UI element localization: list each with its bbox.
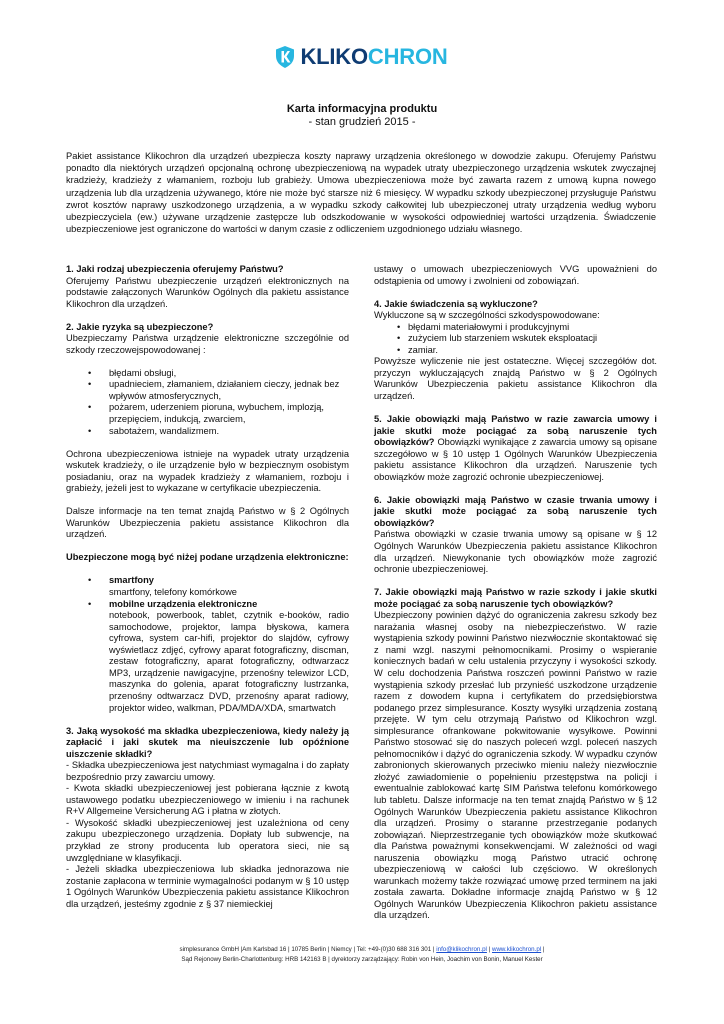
device-list: [66, 575, 349, 714]
section-5-text: Obowiązki wynikające z zawarcia umowy są opisane szczegółowo w § 10 ustęp 1 Ogólnych Warunków Ubezpieczenia pakietu assistance Klikochron dla urządzeń. Naruszenie tych obowiązków może zagrozić ochronie ubezpieczeniowej.: [374, 437, 657, 482]
footer-line-2: Sąd Rejonowy Berlin-Charlottenburg: HRB 142163 B | dyrektorzy zarządzający: Robin von Hein, Joachim von Bonin, Manuel Kester: [181, 956, 543, 963]
device-name: mobilne urządzenia elektroniczne: [109, 598, 258, 609]
shield-icon: [276, 46, 294, 68]
section-4-text: Wykluczone są w szczególności szkodyspowodowane:: [374, 310, 600, 321]
section-2-heading: 2. Jakie ryzyka są ubezpieczone?: [66, 321, 214, 332]
exclusion-list: [374, 322, 657, 357]
document-subtitle: - stan grudzień 2015 -: [308, 116, 416, 128]
page-footer: [0, 945, 724, 965]
section-5-heading: 5. Jakie obowiązki mają Państwo w razie zawarcia umowy i jakie skutki może pociągać za sobą naruszenie tych obowiązków?: [374, 414, 657, 448]
section-6-text: Państwa obowiązki w czasie trwania umowy są opisane w § 12 Ogólnych Warunków Ubezpieczenia pakietu assistance Klikochron dla urządzeń. Niewykonanie tych obowiązków może zagrozić ochronie ubezpieczeniowej.: [374, 529, 657, 575]
footer-company-info: simplesurance GmbH |Am Karlsbad 16 | 10785 Berlin | Niemcy | Tel: +49-(0)30 688 316 301 |: [179, 946, 435, 953]
list-item: [66, 599, 349, 714]
list-item: • zamiar.: [374, 345, 657, 357]
section-3-heading: 3. Jaką wysokość ma składka ubezpieczeniowa, kiedy należy ją zapłacić i jaki skutek ma nieuiszczenie lub opóźnione uiszczenie składki?: [66, 725, 349, 759]
footer-separator: |: [488, 946, 491, 953]
list-item: [66, 575, 349, 598]
device-detail: smartfony, telefony komórkowe: [109, 587, 237, 598]
theft-paragraph: Ochrona ubezpieczeniowa istnieje na wypadek utraty urządzenia wskutek kradzieży, o ile urządzenie było w bezpiecznym osobistym posiadaniu, oraz na wypadek kradzieży z włamaniem, rozboju i grabieży, jeżeli jest to wykazane w certyfikacie ubezpieczenia.: [66, 448, 349, 494]
section-3-continuation: ustawy o umowach ubezpieczeniowych VVG upoważnieni do odstąpienia od umowy i zwolnieni od zobowiązań.: [374, 264, 657, 286]
section-3-item: - Wysokość składki ubezpieczeniowej jest uzależniona od ceny zakupu ubezpieczonego urządzenia. Dopłaty lub subwencje, na przykład ze strony producenta lub operatora sieci, nie są uwzględniane w klasyfikacji.: [66, 817, 349, 863]
section-4-heading: 4. Jakie świadczenia są wykluczone?: [374, 298, 538, 309]
section-7-text: Ubezpieczony powinien dążyć do ograniczenia zakresu szkody bez narażania własnej osoby na niebezpieczeństwo. W razie wystąpienia szkody powinni Państwo niezwłocznie skontaktować się z nami wzgl. naszymi pełnomocnikami. Prosimy o wspieranie koniecznych badań w celu ustalenia przyczyny i wysokości szkody. W celu dochodzenia Państwa roszczeń powinni Państwo w razie wystąpienia szkody przesłać lub przynieść uszkodzone urządzenie razem z dowodem kupna i certyfikatem do przedsiębiorstwa podanego przez simplesurance. Koszty wysyłki urządzenia zostaną przejęte. W tym celu otrzymają Państwo od Klikochron wzgl. simplesurance ofrankowane pokwitowanie wysyłkowe. Powinni Państwo stosować się do naszych poleceń wzgl. poleceń naszych pełnomocników i dążyć do ograniczenia szkody. W wypadku czynów zabronionych skierowanych przeciwko mieniu należy niezwłocznie złożyć zawiadomienie o popełnieniu przestępstwa na policji i ewentualnie zablokować kartę SIM Państwa telefonu komórkowego lub tabletu. Dalsze informacje na ten temat znajdą Państwo w § 12 Ogólnych Warunków Ubezpieczenia pakietu assistance Klikochron dla urządzeń. Prosimy o staranne przestrzeganie podanych zobowiązań. Nieprzestrzeganie tych obowiązków może skutkować dla Państwa poważnymi konsekwencjami. W zależności od wagi naruszenia obowiązku mogą Państwo utracić ochronę ubezpieczeniową w całości lub częściowo. W określonych warunkach możemy także rozwiązać umowę przed terminem na jaki została zawarta. Dokładne informacje znajdą Państwo w § 12 Ogólnych Warunków Ubezpieczenia Klikochron pakietu assistance dla urządzeń.: [374, 610, 657, 921]
list-item: • sabotażem, wandalizmem.: [66, 426, 349, 438]
risk-list: [66, 368, 349, 437]
section-5: [374, 414, 657, 483]
list-item: • zużyciem lub starzeniem wskutek eksploatacji: [374, 333, 657, 345]
more-info-paragraph: Dalsze informacje na ten temat znajdą Państwo w § 2 Ogólnych Warunków Ubezpieczenia pakietu assistance Klikochron dla urządzeń.: [66, 506, 349, 540]
document-title: Karta informacyjna produktu: [286, 103, 438, 115]
footer-separator: |: [542, 946, 545, 953]
list-item: • błędami obsługi,: [66, 368, 349, 380]
section-1-heading: 1. Jaki rodzaj ubezpieczenia oferujemy Państwu?: [66, 264, 284, 274]
left-column: [66, 264, 349, 910]
device-detail: notebook, powerbook, tablet, czytnik e-booków, radio samochodowe, projektor, lampa błyskowa, kamera cyfrowa, system car-hifi, projektor do slajdów, cyfrowy wyświetlacz zdjęć, cyfrowy aparat fotograficzny, discman, zestaw fotograficzny, aparat fotograficzny, odtwarzacz MP3, urządzenie nawigacyjne, przenośny telewizor LCD, maszynka do golenia, aparat fotograficzny lustrzanka, przenośny odtwarzacz DVD, przenośny aparat radiowy, projektor wideo, walkman, PDA/MDA/XDA, smartwatch: [109, 610, 349, 713]
section-3-item: - Kwota składki ubezpieczeniowej jest pobierana łącznie z kwotą ustawowego podatku ubezpieczeniowego w imieniu i na rachunek R+V Allgemeine Versicherung AG i płatna w złotych.: [66, 783, 349, 817]
section-6-heading: 6. Jakie obowiązki mają Państwo w czasie trwania umowy i jakie skutki może pociągać za sobą naruszenie tych obowiązków?: [374, 494, 657, 528]
brand-name: KLIKOCHRON: [300, 44, 448, 69]
list-item: • pożarem, uderzeniem pioruna, wybuchem, implozją, przepięciem, indukcją, zwarciem,: [66, 402, 349, 425]
device-name: smartfony: [109, 575, 154, 586]
list-item: • błędami materiałowymi i produkcyjnymi: [374, 322, 657, 334]
footer-line-1: [0, 945, 724, 955]
section-4-note: Powyższe wyliczenie nie jest ostateczne. Więcej szczegółów dot. przyczyn wykluczających znajdą Państwo w § 2 Ogólnych Warunków Ubezpieczenia pakietu assistance Klikochron dla urządzeń.: [374, 356, 657, 401]
list-item: • upadnieciem, złamaniem, działaniem cieczy, jednak bez wpływów atmosferycznych,: [66, 379, 349, 402]
section-3-item: - Jeżeli składka ubezpieczeniowa lub składka jednorazowa nie zostanie zapłacona w terminie wymagalności podanym w § 10 ustęp 1 Ogólnych Warunków Ubezpieczenia pakietu assistance Klikochron dla urządzeń, jesteśmy zgodnie z § 37 niemieckiej: [66, 864, 349, 909]
section-7-heading: 7. Jakie obowiązki mają Państwo w razie szkody i jakie skutki może pociągać za sobą naruszenie tych obowiązków?: [374, 587, 657, 609]
devices-heading: Ubezpieczone mogą być niżej podane urządzenia elektroniczne:: [66, 552, 349, 563]
intro-paragraph: Pakiet assistance Klikochron dla urządzeń ubezpiecza koszty naprawy urządzenia określonego w dowodzie zakupu. Oferujemy Państwu ponadto dla niektórych urządzeń opcjonalną ochronę ubezpieczeniową na wypadek utraty ubezpieczonego urządzenia wskutek zwyczajnej kradzieży, kradzieży z włamaniem, rozboju lub grabieży. Umowa ubezpieczeniowa może być zawarta razem z umową kupna nowego urządzenia lub dla urządzenia używanego, które nie może być starsze niż 6 miesięcy. W wypadku szkody ubezpieczonej przysługuje Państwu zwrot kosztów naprawy uszkodzonego urządzenia, a w wypadku szkody całkowitej lub ubezpieczonej utraty urządzenia według wyboru ubezpieczyciela (ew.) używane urządzenie zastępcze lub odszkodowanie w wysokości odpowiedniej wartości urządzenia. Świadczenie ubezpieczeniowe jest ograniczone do wartości w danym czasie z odliczeniem uzgodnionego udziału własnego.: [66, 151, 656, 235]
footer-website-link[interactable]: www.klikochron.pl: [491, 946, 542, 953]
section-2-text: Ubezpieczamy Państwa urządzenie elektroniczne szczególnie od szkody rzeczowejspowodowanej :: [66, 333, 349, 355]
section-1-text: Oferujemy Państwu ubezpieczenie urządzeń elektronicznych na podstawie załączonych Warunków Ogólnych dla pakietu assistance Klikochron dla urządzeń.: [66, 275, 349, 309]
section-3-item: - Składka ubezpieczeniowa jest natychmiast wymagalna i do zapłaty bezpośrednio przy zawarciu umowy.: [66, 760, 349, 782]
right-column: [374, 264, 657, 922]
footer-email-link[interactable]: info@klikochron.pl: [436, 946, 487, 953]
brand-logo: [0, 44, 724, 73]
